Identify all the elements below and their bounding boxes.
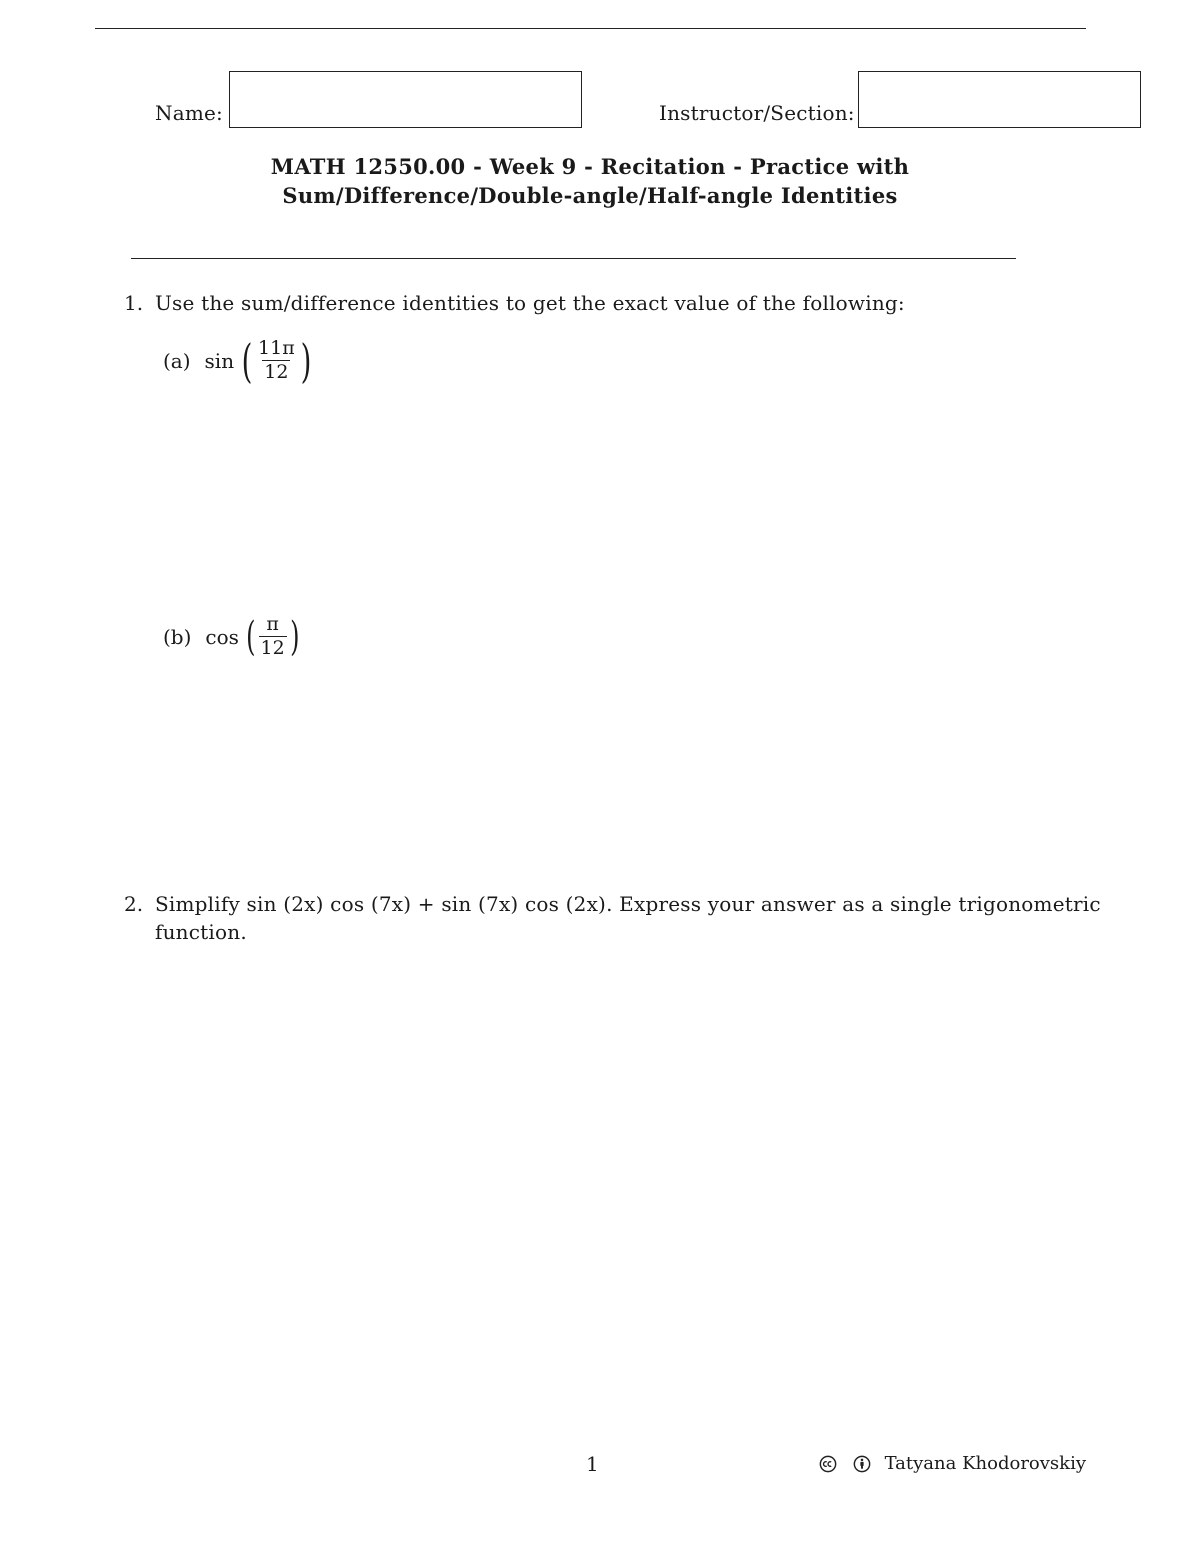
question-1a-label: (a)	[163, 349, 191, 373]
instructor-section-field[interactable]	[858, 71, 1141, 128]
question-1b	[163, 614, 302, 660]
question-2-text-line-2: function.	[155, 920, 247, 944]
instructor-section-label: Instructor/Section:	[659, 101, 855, 125]
question-1-text: Use the sum/difference identities to get the exact value of the following:	[155, 291, 905, 315]
name-label: Name:	[155, 101, 223, 125]
by-icon	[853, 1455, 871, 1473]
title-rule	[131, 258, 1016, 259]
page-title-line-2: Sum/Difference/Double-angle/Half-angle Identities	[282, 183, 898, 208]
question-1b-function: cos	[205, 624, 239, 649]
question-1b-numerator: π	[266, 613, 279, 635]
question-2-text-line-1: Simplify sin (2x) cos (7x) + sin (7x) cos (2x). Express your answer as a single trigonometric	[155, 892, 1101, 916]
question-1a	[163, 334, 315, 388]
question-1b-denominator: 12	[260, 636, 285, 659]
question-1a-numerator: 11π	[258, 337, 295, 360]
page-number: 1	[586, 1452, 599, 1476]
left-paren: (	[246, 613, 256, 660]
right-paren: )	[289, 613, 300, 660]
name-field[interactable]	[229, 71, 582, 128]
question-2-number: 2.	[124, 892, 144, 916]
page-title-line-1: MATH 12550.00 - Week 9 - Recitation - Practice with	[270, 154, 910, 179]
question-1a-function: sin	[204, 349, 235, 373]
question-1a-fraction	[256, 338, 297, 384]
question-1a-denominator: 12	[264, 361, 289, 383]
question-1b-fraction	[259, 614, 287, 660]
author-name: Tatyana Khodorovskiy	[884, 1453, 1086, 1474]
question-1-number: 1.	[124, 291, 144, 315]
cc-icon	[819, 1455, 837, 1473]
top-rule	[95, 28, 1086, 29]
left-paren: (	[241, 334, 253, 388]
right-paren: )	[300, 334, 312, 388]
question-1b-label: (b)	[163, 624, 192, 649]
footer-credit	[819, 1453, 1086, 1474]
